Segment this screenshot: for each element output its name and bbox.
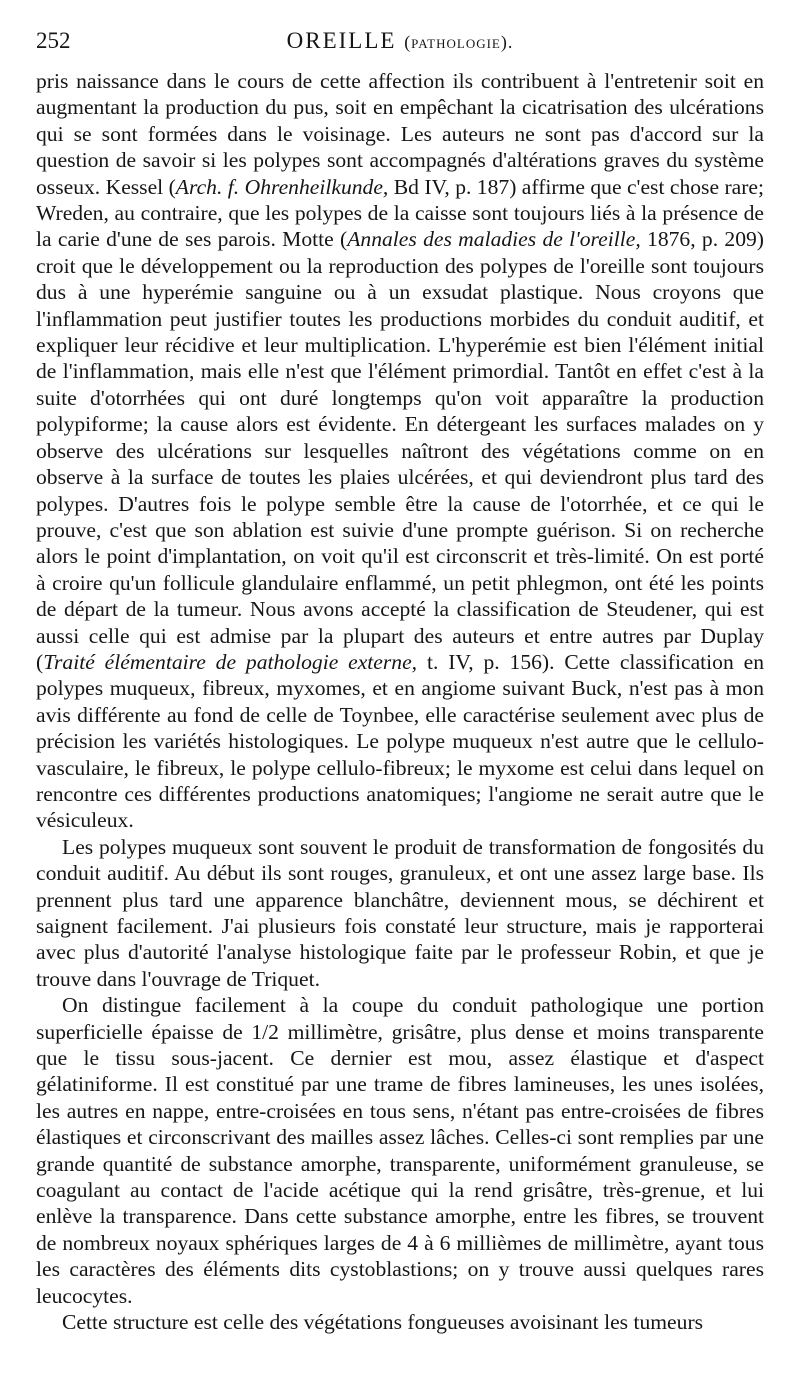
text-run: pris naissance dans le cours de cette affection ils contribuent à l'entretenir soit en augmentant la production du pus, soit en empêchant la cicatrisation des ulcérations qui se sont formées dans le voisinage. Les auteurs ne sont pas d'accord sur la question de savoir si les polypes sont accompagnés d'altérations graves du système osseux. Kessel ( xyxy=(36,69,764,199)
text-run: On distingue facilement à la coupe du conduit pathologique une portion superficielle épaisse de 1/2 millimètre, grisâtre, plus dense et moins transparente que le tissu sous-jacent. Ce dernier est mou, assez élastique et d'aspect gélatiniforme. Il est constitué par une trame de fibres lamineuses, les unes isolées, les autres en nappe, entre-croisées en tous sens, n'étant pas entre-croisées de fibres élastiques et circonscrivant des mailles assez lâches. Celles-ci sont remplies par une grande quantité de substance amorphe, transparente, uniformément granuleuse, se coagulant au contact de l'acide acétique qui la rend grisâtre, très-grenue, et lui enlève la transparence. Dans cette substance amorphe, entre les fibres, se trouvent de nombreux noyaux sphériques larges de 4 à 6 millièmes de millimètre, ayant tous les caractères des éléments dits cystoblastions; on y trouve aussi quelques rares leucocytes. xyxy=(36,993,764,1308)
text-run: 1876, p. 209) croit que le développement ou la reproduction des polypes de l'oreille sont toujours dus à une hyperémie sanguine ou à un exsudat plastique. Nous croyons que l'inflammation peut justifier toutes les productions morbides du conduit auditif, et expliquer leur récidive et leur multiplication. L'hyperémie est bien l'élément initial de l'inflammation, mais elle n'est que l'élément primordial. Tantôt en effet c'est à la suite d'otorrhées qui ont duré longtemps qu'on voit apparaître la production polypiforme; la cause alors est évidente. En détergeant les surfaces malades on y observe des ulcérations sur lesquelles naîtront des végétations comme on en observe à la surface de toutes les plaies ulcérées, et qui deviendront plus tard des polypes. D'autres fois le polype semble être la cause de l'otorrhée, et ce qui le prouve, c'est que son ablation est suivie d'une prompte guérison. Si on recherche alors le point d'implantation, on voit qu'il est circonscrit et très-limité. On est porté à croire qu'un follicule glandulaire enflammé, un petit phlegmon, ont été les points de départ de la tumeur. Nous avons accepté la classification de Steudener, qui est aussi celle qui est admise par la plupart des auteurs et entre autres par Duplay ( xyxy=(36,227,764,674)
running-title xyxy=(36,28,764,54)
body-text xyxy=(36,68,764,1336)
paragraph xyxy=(36,834,764,992)
page-number: 252 xyxy=(36,28,71,53)
text-run: Les polypes muqueux sont souvent le produit de transformation de fongosités du conduit auditif. Au début ils sont rouges, granuleux, et ont une assez large base. Ils prennent plus tard une apparence blanchâtre, deviennent mous, se déchirent et saignent facilement. J'ai plusieurs fois constaté leur structure, mais je rapporterai avec plus d'autorité l'analyse histologique faite par le professeur Robin, et que je trouve dans l'ouvrage de Triquet. xyxy=(36,834,764,991)
citation-italic: Arch. f. Ohrenheilkunde, xyxy=(175,174,389,199)
paragraph xyxy=(36,68,764,834)
paragraph xyxy=(36,1309,764,1335)
text-run: Bd IV, p. 187) affirme que c'est chose rare; Wreden, au contraire, que les polypes de la caisse sont toujours liés à la présence de la carie d'une de ses parois. Motte ( xyxy=(36,174,764,252)
paragraph xyxy=(36,992,764,1309)
running-title-main: OREILLE xyxy=(286,28,397,53)
text-run: Cette structure est celle des végétations fongueuses avoisinant les tumeurs xyxy=(62,1310,704,1335)
running-title-subtitle: (pathologie). xyxy=(404,32,514,52)
running-header xyxy=(36,24,764,68)
text-run: t. IV, p. 156). Cette classification en polypes muqueux, fibreux, myxomes, et en angiome suivant Buck, n'est pas à mon avis différente au fond de celle de Toynbee, elle caractérise seulement avec plus de précision les variétés histologiques. Le polype muqueux n'est autre que le cellulo-vasculaire, le fibreux, le polype cellulo-fibreux; le myxome est celui dans lequel on rencontre ces différentes productions anatomiques; l'angiome ne serait autre que le vésiculeux. xyxy=(36,649,764,833)
citation-italic: Traité élémentaire de pathologie externe, xyxy=(43,649,418,674)
citation-italic: Annales des maladies de l'oreille, xyxy=(347,227,641,252)
